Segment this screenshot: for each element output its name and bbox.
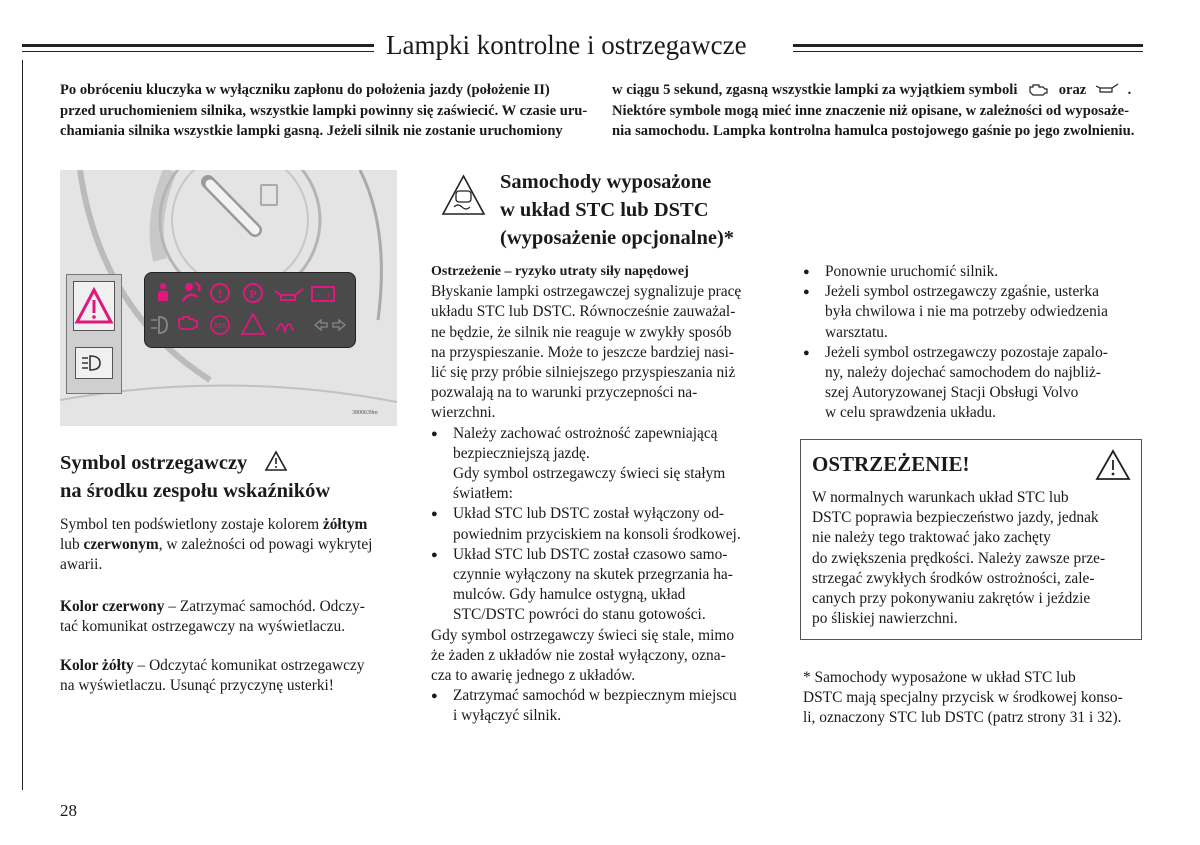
header-rule-left xyxy=(22,44,374,47)
figure-code: 3800639m xyxy=(352,410,378,416)
turn-signal-icon xyxy=(315,320,345,330)
warning-panel-left xyxy=(66,274,122,394)
intro-right xyxy=(612,80,1134,142)
section-heading: Symbol ostrzegawczy na środku zespołu wskaźników xyxy=(60,452,331,502)
margin-rule xyxy=(22,60,23,790)
warning-lamp-panel xyxy=(144,272,356,348)
warning-title: OSTRZEŻENIE! xyxy=(812,452,970,476)
intro-left xyxy=(60,80,587,142)
headlight-icon xyxy=(75,347,113,379)
svg-text:P: P xyxy=(249,287,257,301)
svg-text:!: ! xyxy=(217,286,223,301)
list-item: ● Należy zachować ostrożność zapewniającą bezpieczniejszą jazdę. Gdy symbol ostrzegawczy świeci się stałym światłem: xyxy=(431,424,776,505)
parking-brake-icon xyxy=(244,284,262,302)
intro-left-line: chamiania silnika wszystkie lampki gasną. Jeżeli silnik nie zostanie uruchomiony xyxy=(60,123,563,139)
list-item: ● Układ STC lub DSTC został wyłączony od- powiednim przyciskiem na konsoli środkowej. xyxy=(431,504,776,544)
middle-heading xyxy=(500,168,734,252)
intro-right-line: nia samochodu. Lampka kontrolna hamulca postojowego gaśnie po jego zwolnieniu. xyxy=(612,123,1135,139)
left-paragraph-3: Kolor żółty – Odczytać komunikat ostrzegawczy na wyświetlaczu. Usunąć przyczynę usterki! xyxy=(60,657,365,695)
left-paragraph-1: Symbol ten podświetlony zostaje kolorem żółtym lub czerwonym, w zależności od powagi wykrytej awarii. xyxy=(60,516,373,574)
list-item: ● Ponownie uruchomić silnik. xyxy=(803,262,1148,282)
header-rule-right xyxy=(793,44,1143,47)
fog-light-icon xyxy=(151,317,167,333)
hazard-triangle-icon xyxy=(264,450,288,472)
warning-box: OSTRZEŻENIE! W normalnych warunkach układ STC lub DSTC poprawia bezpieczeństwo jazdy, jednak nie należy tego traktować jako zachęty do zwiększenia prędkości. Należy zawsze prze- strzegać zwykłych środków ostrożności, zale- canych przy pokonywaniu zakrętów i jeździe po śliskiej nawierzchni. xyxy=(800,439,1142,640)
abs-icon xyxy=(211,316,229,334)
hazard-triangle-icon xyxy=(73,281,115,331)
section-heading-stc: Samochody wyposażone w układ STC lub DSTC (wyposażenie opcjonalne)* xyxy=(500,171,735,249)
page-title: Lampki kontrolne i ostrzegawcze xyxy=(386,30,747,60)
middle-body: Ostrzeżenie – ryzyko utraty siły napędowej Błyskanie lampki ostrzegawczej sygnalizuje pracę układu STC lub DSTC. Równocześnie zauważal- ne będzie, że silnik nie reaguje w zwykły sposób na przyspieszanie. Może to jeszcze bardziej nasi- lić się przy próbie silniejszego przyspieszania niż pozwalają na to warunki przyczepności na- wierzchni. ● Należy zachować ostrożność zapewniającą bezpieczniejszą jazdę. Gdy symbol ostrzegawczy świeci się stałym światłem: ● Układ STC lub DSTC został wyłączony od- powiednim przyciskiem na konsoli środkowej. ● Układ STC lub DSTC został czasowo samo- czynnie wyłączony na skutek przegrzania ha- mulców. Gdy hamulce ostygną, układ STC/DSTC powróci do stanu gotowości. Gdy symbol ostrzegawczy świeci się stale, mimo że żaden z układów nie został wyłączony, ozna- cza to awarię jednego z układów. ● Zatrzymać samochód w bezpiecznym miejscu i wyłączyć silnik. xyxy=(431,262,776,727)
intro-right-oraz: oraz xyxy=(1058,82,1087,98)
svg-text:-: - xyxy=(317,290,320,300)
intro-right-line: Niektóre symbole mogą mieć inne znaczenie niż opisane, w zależności od wyposaże- xyxy=(612,102,1129,119)
oil-can-icon xyxy=(1094,82,1120,94)
intro-right-dot: . xyxy=(1127,82,1132,98)
list-item: ● Jeżeli symbol ostrzegawczy zgaśnie, usterka była chwilowa i nie ma potrzeby odwiedzenia warsztatu. xyxy=(803,282,1148,343)
battery-icon xyxy=(312,287,334,301)
right-bullets xyxy=(803,262,1148,424)
left-section xyxy=(60,449,400,505)
intro-left-line: Po obróceniu kluczyka w wyłączniku zapłonu do położenia jazdy (położenie II) xyxy=(60,82,550,98)
intro-right-line: w ciągu 5 sekund, zgasną wszystkie lampki za wyjątkiem symboli xyxy=(612,82,1018,98)
airbag-icon xyxy=(183,283,200,301)
instrument-figure xyxy=(60,170,397,426)
stc-warning-icon xyxy=(441,174,486,216)
left-paragraph-2: Kolor czerwony – Zatrzymać samochód. Odczy- tać komunikat ostrzegawczy na wyświetlaczu. xyxy=(60,598,365,636)
list-item: ● Jeżeli symbol ostrzegawczy pozostaje zapalo- ny, należy dojechać samochodem do najbliż- szej Autoryzowanej Stacji Obsługi Volvo w celu sprawdzenia układu. xyxy=(803,343,1148,424)
middle-subheading: Ostrzeżenie – ryzyko utraty siły napędowej xyxy=(431,264,689,279)
oil-pressure-icon xyxy=(275,289,303,300)
svg-text:+: + xyxy=(326,290,332,300)
brake-icon xyxy=(211,284,229,302)
engine-icon xyxy=(1027,82,1049,96)
svg-text:ABS: ABS xyxy=(213,322,227,330)
footnote: * Samochody wyposażone w układ STC lub DSTC mają specjalny przycisk w środkowej konso- li, oznaczony STC lub DSTC (patrz strony 31 i 32). xyxy=(803,669,1123,727)
list-item: ● Zatrzymać samochód w bezpiecznym miejscu i wyłączyć silnik. xyxy=(431,686,776,726)
check-engine-icon xyxy=(179,317,197,329)
list-item: ● Układ STC lub DSTC został czasowo samo- czynnie wyłączony na skutek przegrzania ha- mulców. Gdy hamulce ostygną, układ STC/DSTC powróci do stanu gotowości. xyxy=(431,545,776,626)
hazard-triangle-icon xyxy=(1095,448,1131,482)
stc-icon xyxy=(242,314,264,334)
fuel-icon xyxy=(260,184,278,206)
header-rule-right-thin xyxy=(793,51,1143,52)
intro-left-line: przed uruchomieniem silnika, wszystkie lampki powinny się zaświecić. W czasie uru- xyxy=(60,102,588,119)
page-number: 28 xyxy=(60,801,77,820)
trailer-icon xyxy=(277,324,293,331)
seatbelt-icon xyxy=(158,283,168,301)
header-rule-left-thin xyxy=(22,51,374,52)
